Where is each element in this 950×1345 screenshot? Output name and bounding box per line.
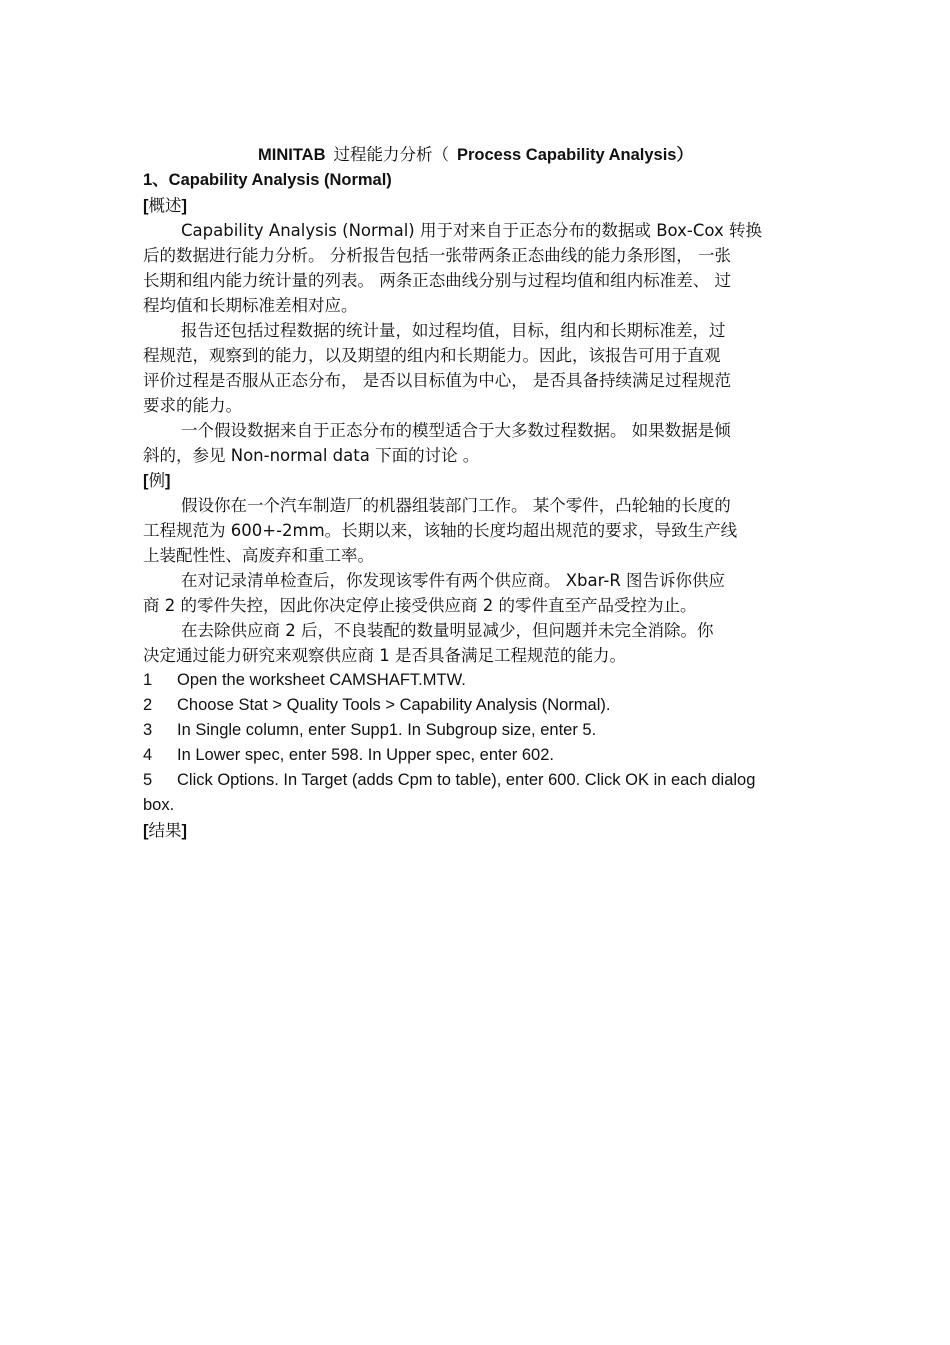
step-item: [143, 668, 808, 693]
step-text-continued: box.: [143, 796, 175, 814]
paragraph-line: 假设你在一个汽车制造厂的机器组装部门工作。 某个零件，凸轮轴的长度的: [181, 496, 731, 515]
paragraph-line: 在对记录清单检查后，你发现该零件有两个供应商。 Xbar-R 图告诉你供应: [181, 571, 726, 590]
paragraph-line: 要求的能力。: [143, 396, 242, 415]
paragraph-line: 评价过程是否服从正态分布， 是否以目标值为中心， 是否具备持续满足过程规范: [143, 371, 731, 390]
step-continuation: [143, 793, 808, 818]
paragraph-line: 后的数据进行能力分析。 分析报告包括一张带两条正态曲线的能力条形图， 一张: [143, 246, 731, 265]
section-heading: 1、Capability Analysis (Normal): [143, 171, 392, 189]
step-number: 5: [143, 771, 153, 789]
paragraph-line: 程均值和长期标准差相对应。: [143, 296, 358, 315]
step-number: 2: [143, 696, 153, 714]
step-text: Open the worksheet CAMSHAFT.MTW.: [177, 671, 466, 689]
paragraph-line: 工程规范为 600+-2mm。长期以来，该轴的长度均超出规范的要求，导致生产线: [143, 521, 738, 540]
step-number: 4: [143, 746, 153, 764]
step-item: [143, 768, 808, 793]
step-number: 3: [143, 721, 153, 739]
paragraph-line: Capability Analysis (Normal) 用于对来自于正态分布的数据或 Box-Cox 转换: [181, 221, 762, 240]
example-paragraph-3: [143, 618, 808, 668]
step-number: 1: [143, 671, 153, 689]
title-minitab: MINITAB: [257, 146, 326, 164]
paragraph-line: 斜的，参见 Non-normal data 下面的讨论 。: [143, 446, 480, 465]
result-label: [结果]: [143, 821, 187, 840]
paragraph-line: 决定通过能力研究来观察供应商 1 是否具备满足工程规范的能力。: [143, 646, 626, 665]
paragraph-line: 一个假设数据来自于正态分布的模型适合于大多数过程数据。 如果数据是倾: [181, 421, 731, 440]
paragraph-line: 在去除供应商 2 后，不良装配的数量明显减少，但问题并未完全消除。你: [181, 621, 714, 640]
example-paragraph-2: [143, 568, 808, 618]
paragraph-line: 报告还包括过程数据的统计量，如过程均值，目标，组内和长期标准差，过: [181, 321, 726, 340]
step-item: [143, 718, 808, 743]
step-item: [143, 693, 808, 718]
title-english: Process Capability Analysis）: [457, 146, 693, 164]
example-paragraph-1: [143, 493, 808, 568]
overview-paragraph-1: [143, 218, 808, 318]
overview-paragraph-2: [143, 318, 808, 418]
paragraph-line: 上装配性性、高废弃和重工率。: [143, 546, 374, 565]
step-text: In Lower spec, enter 598. In Upper spec, enter 602.: [177, 746, 554, 764]
title-chinese: 过程能力分析（: [333, 146, 449, 164]
document-content: [143, 143, 808, 843]
example-label: [例]: [143, 471, 171, 490]
document-title: [143, 143, 808, 168]
step-text: In Single column, enter Supp1. In Subgroup size, enter 5.: [177, 721, 597, 739]
paragraph-line: 程规范，观察到的能力，以及期望的组内和长期能力。因此，该报告可用于直观: [143, 346, 721, 365]
step-text: Choose Stat > Quality Tools > Capability Analysis (Normal).: [177, 696, 611, 714]
step-item: [143, 743, 808, 768]
step-text: Click Options. In Target (adds Cpm to table), enter 600. Click OK in each dialog: [177, 771, 756, 789]
paragraph-line: 长期和组内能力统计量的列表。 两条正态曲线分别与过程均值和组内标准差、 过: [143, 271, 731, 290]
overview-label: [概述]: [143, 196, 187, 215]
paragraph-line: 商 2 的零件失控，因此你决定停止接受供应商 2 的零件直至产品受控为止。: [143, 596, 697, 615]
overview-paragraph-3: [143, 418, 808, 468]
